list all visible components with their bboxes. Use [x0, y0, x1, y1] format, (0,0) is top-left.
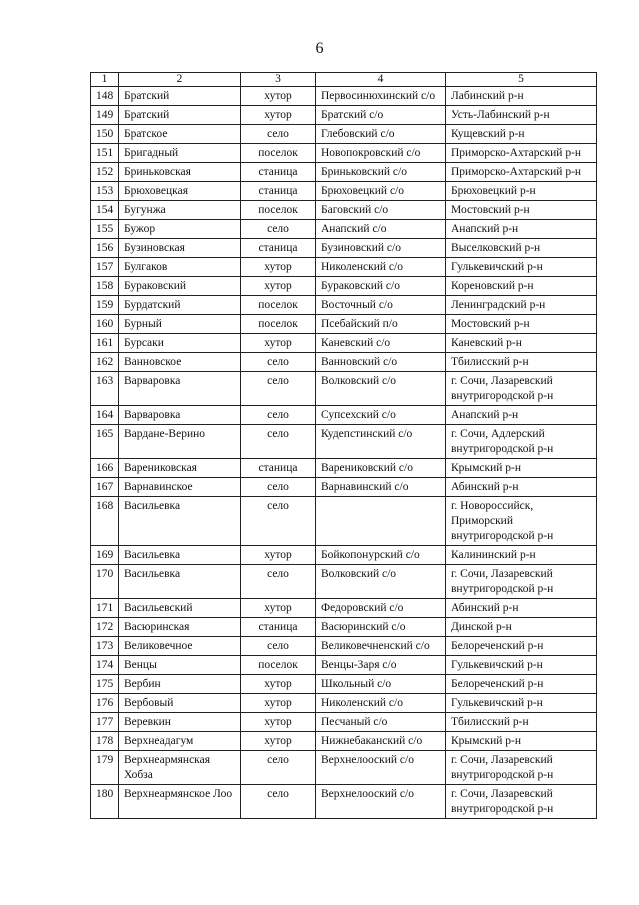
settlement-name: Булгаков — [119, 258, 241, 277]
settlement-name: Бриньковская — [119, 163, 241, 182]
row-number: 164 — [91, 406, 119, 425]
table-row — [91, 618, 597, 637]
row-number: 176 — [91, 694, 119, 713]
settlement-name: Верхнеадагум — [119, 732, 241, 751]
row-number: 179 — [91, 751, 119, 785]
district: г. Сочи, Лазаревский внутригородской р-н — [446, 372, 597, 406]
settlement-name: Варнавинское — [119, 478, 241, 497]
municipality: Бойкопонурский с/о — [316, 546, 446, 565]
row-number: 158 — [91, 277, 119, 296]
row-number: 173 — [91, 637, 119, 656]
table-row — [91, 694, 597, 713]
table-header-row — [91, 73, 597, 87]
district: Абинский р-н — [446, 478, 597, 497]
table-row — [91, 163, 597, 182]
settlement-type: поселок — [241, 201, 316, 220]
settlement-type: станица — [241, 182, 316, 201]
district: Ленинградский р-н — [446, 296, 597, 315]
table-row — [91, 656, 597, 675]
settlement-type: село — [241, 478, 316, 497]
table-row — [91, 785, 597, 819]
municipality: Венцы-Заря с/о — [316, 656, 446, 675]
settlement-type: село — [241, 353, 316, 372]
column-header: 2 — [119, 73, 241, 87]
table-row — [91, 713, 597, 732]
district: Выселковский р-н — [446, 239, 597, 258]
settlement-name: Вербин — [119, 675, 241, 694]
municipality: Николенский с/о — [316, 694, 446, 713]
page-number: 6 — [315, 40, 324, 57]
municipality: Волковский с/о — [316, 372, 446, 406]
municipality: Нижнебаканский с/о — [316, 732, 446, 751]
settlement-name: Бужор — [119, 220, 241, 239]
row-number: 168 — [91, 497, 119, 546]
table-row — [91, 497, 597, 546]
district: Анапский р-н — [446, 220, 597, 239]
settlement-type: село — [241, 497, 316, 546]
district: Усть-Лабинский р-н — [446, 106, 597, 125]
municipality: Варнавинский с/о — [316, 478, 446, 497]
municipality: Восточный с/о — [316, 296, 446, 315]
settlement-name: Верхнеармянское Лоо — [119, 785, 241, 819]
table-row — [91, 599, 597, 618]
municipality: Верхнелооский с/о — [316, 751, 446, 785]
row-number: 177 — [91, 713, 119, 732]
row-number: 162 — [91, 353, 119, 372]
column-header: 1 — [91, 73, 119, 87]
settlement-type: хутор — [241, 713, 316, 732]
municipality: Великовечненский с/о — [316, 637, 446, 656]
settlement-name: Верхнеармянская Хобза — [119, 751, 241, 785]
district: Гулькевичский р-н — [446, 258, 597, 277]
row-number: 150 — [91, 125, 119, 144]
table-row — [91, 353, 597, 372]
table-row — [91, 144, 597, 163]
municipality: Верхнелооский с/о — [316, 785, 446, 819]
municipality: Первосинюхинский с/о — [316, 87, 446, 106]
district: Калининский р-н — [446, 546, 597, 565]
row-number: 159 — [91, 296, 119, 315]
settlement-type: поселок — [241, 656, 316, 675]
district: г. Сочи, Лазаревский внутригородской р-н — [446, 785, 597, 819]
settlement-name: Великовечное — [119, 637, 241, 656]
table-row — [91, 296, 597, 315]
table-row — [91, 751, 597, 785]
settlement-name: Варваровка — [119, 406, 241, 425]
municipality: Варениковский с/о — [316, 459, 446, 478]
row-number: 153 — [91, 182, 119, 201]
table-row — [91, 406, 597, 425]
settlement-type: станица — [241, 459, 316, 478]
settlement-type: поселок — [241, 315, 316, 334]
municipality: Кудепстинский с/о — [316, 425, 446, 459]
table-row — [91, 87, 597, 106]
row-number: 154 — [91, 201, 119, 220]
municipality: Бузиновский с/о — [316, 239, 446, 258]
settlement-type: станица — [241, 618, 316, 637]
row-number: 175 — [91, 675, 119, 694]
district: Тбилисский р-н — [446, 713, 597, 732]
table-row — [91, 459, 597, 478]
settlement-name: Бригадный — [119, 144, 241, 163]
row-number: 151 — [91, 144, 119, 163]
settlement-type: село — [241, 785, 316, 819]
municipality: Школьный с/о — [316, 675, 446, 694]
settlement-name: Ванновское — [119, 353, 241, 372]
settlement-type: село — [241, 220, 316, 239]
settlement-type: хутор — [241, 277, 316, 296]
settlement-type: станица — [241, 163, 316, 182]
settlement-name: Веревкин — [119, 713, 241, 732]
column-header: 4 — [316, 73, 446, 87]
settlement-name: Варениковская — [119, 459, 241, 478]
settlement-type: хутор — [241, 546, 316, 565]
settlement-name: Братский — [119, 87, 241, 106]
table-row — [91, 277, 597, 296]
row-number: 180 — [91, 785, 119, 819]
settlement-type: село — [241, 125, 316, 144]
row-number: 160 — [91, 315, 119, 334]
row-number: 171 — [91, 599, 119, 618]
district: Брюховецкий р-н — [446, 182, 597, 201]
settlement-name: Бураковский — [119, 277, 241, 296]
settlement-type: село — [241, 637, 316, 656]
settlement-name: Братский — [119, 106, 241, 125]
row-number: 161 — [91, 334, 119, 353]
district: Приморско-Ахтарский р-н — [446, 163, 597, 182]
settlement-type: село — [241, 406, 316, 425]
district: Динской р-н — [446, 618, 597, 637]
table-row — [91, 675, 597, 694]
row-number: 157 — [91, 258, 119, 277]
settlement-type: хутор — [241, 334, 316, 353]
settlement-type: хутор — [241, 732, 316, 751]
row-number: 156 — [91, 239, 119, 258]
municipality: Супсехский с/о — [316, 406, 446, 425]
settlement-type: село — [241, 372, 316, 406]
row-number: 148 — [91, 87, 119, 106]
district: Каневский р-н — [446, 334, 597, 353]
municipality: Брюховецкий с/о — [316, 182, 446, 201]
table-row — [91, 239, 597, 258]
settlement-name: Васильевка — [119, 546, 241, 565]
table-row — [91, 425, 597, 459]
settlement-type: поселок — [241, 144, 316, 163]
row-number: 165 — [91, 425, 119, 459]
settlement-name: Васильевка — [119, 565, 241, 599]
district: г. Новороссийск, Приморский внутригородской р-н — [446, 497, 597, 546]
settlement-name: Бурсаки — [119, 334, 241, 353]
column-header: 5 — [446, 73, 597, 87]
settlement-name: Бурдатский — [119, 296, 241, 315]
table-row — [91, 478, 597, 497]
settlement-type: станица — [241, 239, 316, 258]
district: г. Сочи, Адлерский внутригородской р-н — [446, 425, 597, 459]
settlement-name: Варваровка — [119, 372, 241, 406]
municipality: Песчаный с/о — [316, 713, 446, 732]
table-row — [91, 125, 597, 144]
row-number: 178 — [91, 732, 119, 751]
settlement-type: хутор — [241, 675, 316, 694]
settlement-name: Вардане-Верино — [119, 425, 241, 459]
municipality: Новопокровский с/о — [316, 144, 446, 163]
municipality: Баговский с/о — [316, 201, 446, 220]
settlement-type: хутор — [241, 599, 316, 618]
settlement-type: хутор — [241, 87, 316, 106]
district: Мостовский р-н — [446, 315, 597, 334]
table-row — [91, 201, 597, 220]
settlement-type: хутор — [241, 258, 316, 277]
municipality: Глебовский с/о — [316, 125, 446, 144]
district: Мостовский р-н — [446, 201, 597, 220]
municipality: Николенский с/о — [316, 258, 446, 277]
table-row — [91, 182, 597, 201]
settlement-type: село — [241, 751, 316, 785]
table-row — [91, 220, 597, 239]
settlement-name: Брюховецкая — [119, 182, 241, 201]
municipality: Братский с/о — [316, 106, 446, 125]
settlement-name: Бузиновская — [119, 239, 241, 258]
row-number: 149 — [91, 106, 119, 125]
row-number: 170 — [91, 565, 119, 599]
table-row — [91, 315, 597, 334]
district: Анапский р-н — [446, 406, 597, 425]
district: Гулькевичский р-н — [446, 694, 597, 713]
municipality: Васюринский с/о — [316, 618, 446, 637]
settlement-name: Венцы — [119, 656, 241, 675]
district: Крымский р-н — [446, 732, 597, 751]
municipality: Каневский с/о — [316, 334, 446, 353]
settlement-name: Васильевский — [119, 599, 241, 618]
district: Лабинский р-н — [446, 87, 597, 106]
municipality: Федоровский с/о — [316, 599, 446, 618]
settlement-name: Братское — [119, 125, 241, 144]
table-row — [91, 334, 597, 353]
row-number: 169 — [91, 546, 119, 565]
settlement-name: Васюринская — [119, 618, 241, 637]
settlement-type: хутор — [241, 694, 316, 713]
settlement-name: Васильевка — [119, 497, 241, 546]
municipality: Волковский с/о — [316, 565, 446, 599]
row-number: 174 — [91, 656, 119, 675]
settlement-type: хутор — [241, 106, 316, 125]
table-row — [91, 565, 597, 599]
row-number: 155 — [91, 220, 119, 239]
settlement-name: Бурный — [119, 315, 241, 334]
municipality: Бураковский с/о — [316, 277, 446, 296]
table-row — [91, 106, 597, 125]
row-number: 152 — [91, 163, 119, 182]
table-row — [91, 732, 597, 751]
municipality: Бриньковский с/о — [316, 163, 446, 182]
district: Кореновский р-н — [446, 277, 597, 296]
district: Абинский р-н — [446, 599, 597, 618]
district: Белореченский р-н — [446, 675, 597, 694]
table-row — [91, 546, 597, 565]
column-header: 3 — [241, 73, 316, 87]
settlement-type: село — [241, 565, 316, 599]
district: Белореченский р-н — [446, 637, 597, 656]
settlement-type: село — [241, 425, 316, 459]
municipality: Анапский с/о — [316, 220, 446, 239]
district: г. Сочи, Лазаревский внутригородской р-н — [446, 565, 597, 599]
settlement-name: Бугунжа — [119, 201, 241, 220]
district: Тбилисский р-н — [446, 353, 597, 372]
row-number: 167 — [91, 478, 119, 497]
table-row — [91, 637, 597, 656]
district: Гулькевичский р-н — [446, 656, 597, 675]
row-number: 163 — [91, 372, 119, 406]
municipality — [316, 497, 446, 546]
table-row — [91, 372, 597, 406]
district: Кущевский р-н — [446, 125, 597, 144]
settlement-type: поселок — [241, 296, 316, 315]
district: г. Сочи, Лазаревский внутригородской р-н — [446, 751, 597, 785]
district: Приморско-Ахтарский р-н — [446, 144, 597, 163]
municipality: Псебайский п/о — [316, 315, 446, 334]
district: Крымский р-н — [446, 459, 597, 478]
municipality: Ванновский с/о — [316, 353, 446, 372]
settlement-name: Вербовый — [119, 694, 241, 713]
settlements-table — [90, 72, 597, 819]
row-number: 166 — [91, 459, 119, 478]
row-number: 172 — [91, 618, 119, 637]
table-row — [91, 258, 597, 277]
